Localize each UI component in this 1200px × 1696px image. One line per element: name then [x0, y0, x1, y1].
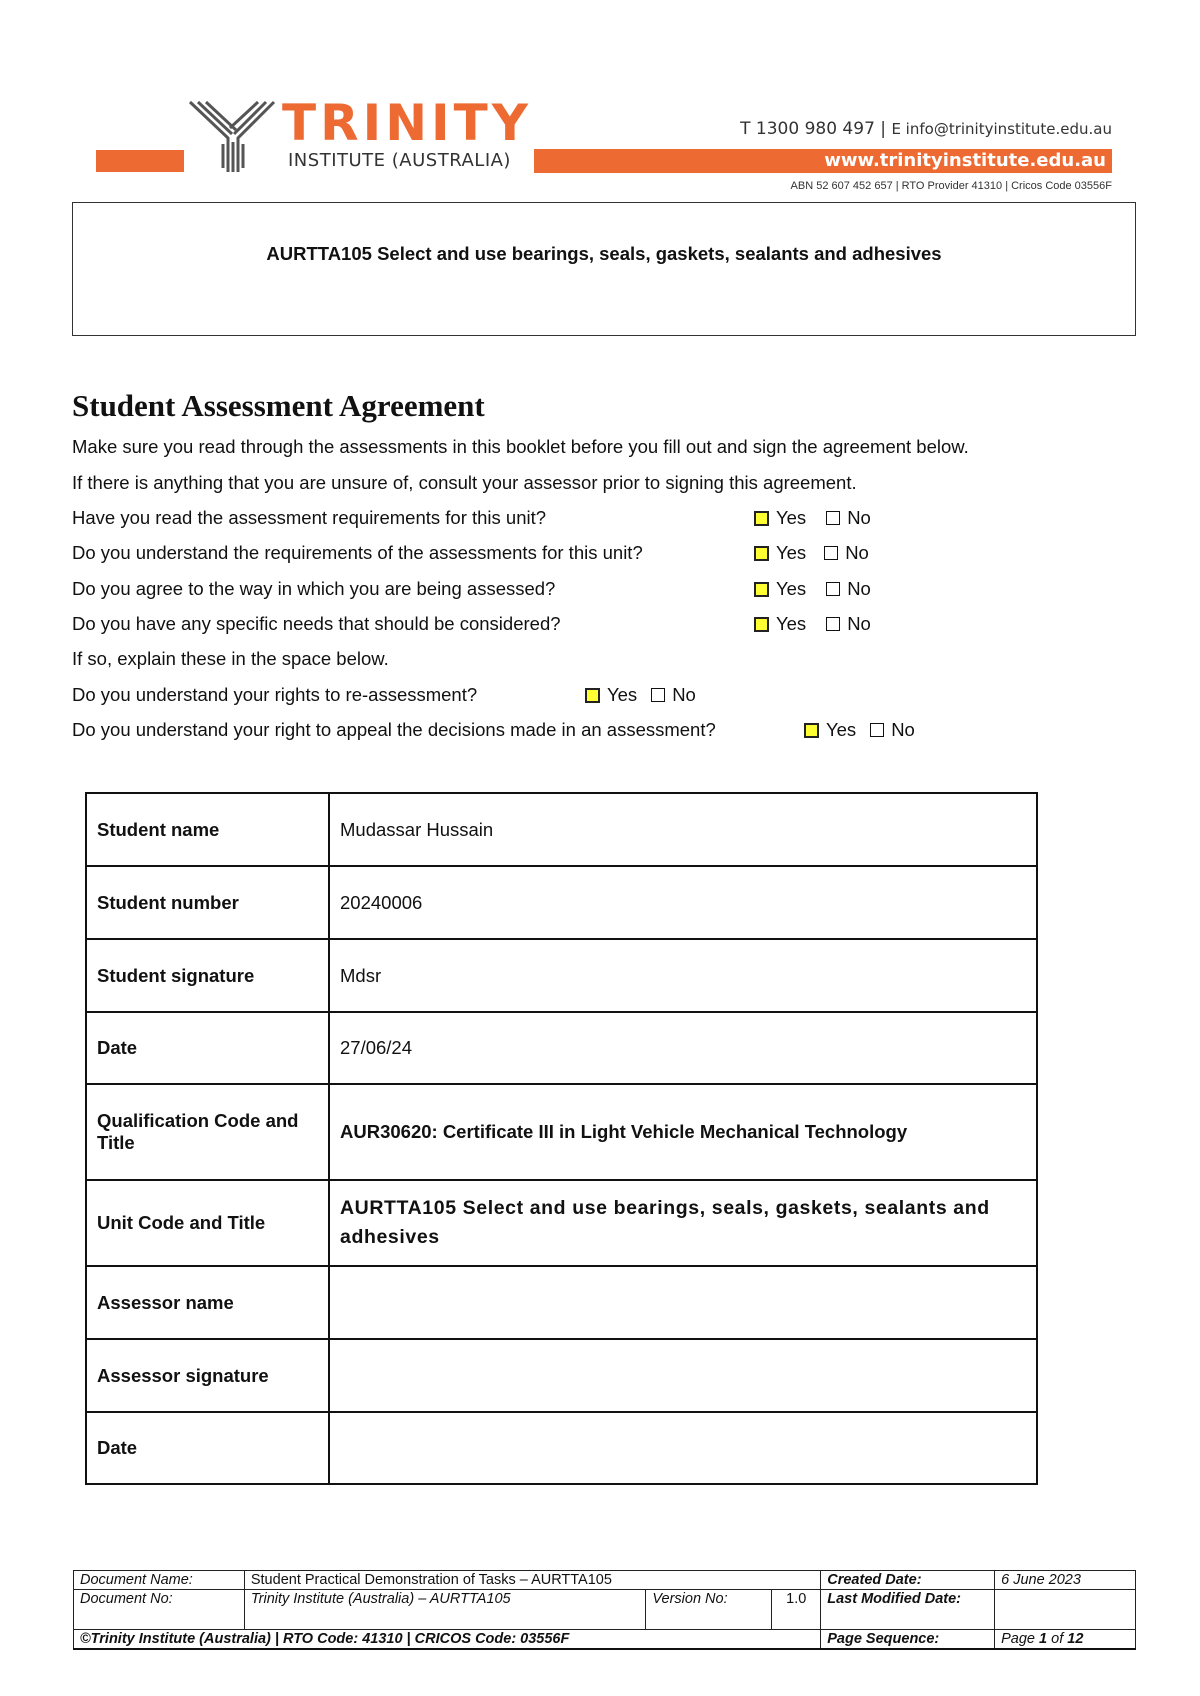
yes-checkbox[interactable] [585, 688, 600, 703]
table-row [86, 866, 1037, 939]
table-row [86, 793, 1037, 866]
website-link: www.trinityinstitute.edu.au [824, 150, 1106, 171]
assessor-name-value[interactable] [329, 1266, 1037, 1339]
contact-separator: | [880, 119, 887, 139]
page-word: Page [1001, 1631, 1035, 1648]
page-of: of [1051, 1631, 1064, 1648]
question-5: Do you understand your rights to re-assessment? [72, 684, 478, 705]
student-number-value[interactable]: 20240006 [329, 866, 1037, 939]
yes-label: Yes [776, 507, 807, 528]
doc-no-label: Document No: [74, 1590, 245, 1630]
table-row [86, 939, 1037, 1012]
question-2: Do you understand the requirements of the assessments for this unit? [72, 542, 643, 563]
yes-label: Yes [826, 719, 857, 740]
table-row [86, 1084, 1037, 1180]
no-checkbox[interactable] [826, 582, 840, 596]
assessor-date-value[interactable] [329, 1412, 1037, 1484]
question-5-options [585, 684, 696, 706]
question-4-options [754, 613, 871, 635]
doc-name-label: Document Name: [74, 1571, 245, 1590]
student-date-label: Date [86, 1012, 329, 1084]
qualification-label: Qualification Code and Title [86, 1084, 329, 1180]
student-number-label: Student number [86, 866, 329, 939]
yes-checkbox[interactable] [754, 546, 769, 561]
no-checkbox[interactable] [824, 546, 838, 560]
header-banner [96, 94, 1112, 202]
no-label: No [672, 684, 696, 705]
student-signature-value[interactable]: Mdsr [329, 939, 1037, 1012]
yes-checkbox[interactable] [754, 617, 769, 632]
table-row [86, 1339, 1037, 1412]
page-sequence-label: Page Sequence: [821, 1630, 995, 1650]
qualification-value: AUR30620: Certificate III in Light Vehicle Mechanical Technology [329, 1084, 1037, 1180]
yes-label: Yes [776, 613, 807, 634]
table-row [86, 1012, 1037, 1084]
yes-checkbox[interactable] [804, 723, 819, 738]
no-checkbox[interactable] [651, 688, 665, 702]
unit-title: AURTTA105 Select and use bearings, seals, gaskets, sealants and adhesives [266, 243, 942, 264]
student-name-value[interactable]: Mudassar Hussain [329, 793, 1037, 866]
brand-name: TRINITY [282, 94, 532, 152]
yes-label: Yes [607, 684, 638, 705]
no-label: No [847, 507, 871, 528]
question-3: Do you agree to the way in which you are being assessed? [72, 578, 556, 599]
question-6-options [804, 719, 915, 741]
question-4: Do you have any specific needs that should be considered? [72, 613, 561, 634]
page-current: 1 [1039, 1631, 1048, 1648]
agreement-heading: Student Assessment Agreement [72, 388, 485, 423]
question-3-options [754, 578, 871, 600]
student-name-label: Student name [86, 793, 329, 866]
table-row [86, 1180, 1037, 1266]
unit-code-label: Unit Code and Title [86, 1180, 329, 1266]
table-row [86, 1412, 1037, 1484]
yes-label: Yes [776, 542, 807, 563]
assessor-signature-value[interactable] [329, 1339, 1037, 1412]
no-label: No [891, 719, 915, 740]
brand-subtitle: INSTITUTE (AUSTRALIA) [288, 150, 511, 171]
version-value: 1.0 [772, 1590, 821, 1630]
last-modified-label: Last Modified Date: [821, 1590, 995, 1630]
assessor-date-label: Date [86, 1412, 329, 1484]
no-label: No [847, 578, 871, 599]
page-sequence-value [995, 1630, 1136, 1650]
no-checkbox[interactable] [870, 723, 884, 737]
unit-title-box [72, 202, 1136, 336]
explain-note: If so, explain these in the space below. [72, 648, 389, 669]
assessor-name-label: Assessor name [86, 1266, 329, 1339]
contact-info [740, 119, 1112, 139]
question-1-options [754, 507, 871, 529]
page-total: 12 [1067, 1631, 1084, 1648]
agreement-intro-1: Make sure you read through the assessments in this booklet before you fill out and sign the agreement below. [72, 436, 969, 457]
version-label: Version No: [646, 1590, 772, 1630]
no-label: No [845, 542, 869, 563]
doc-no-value: Trinity Institute (Australia) – AURTTA105 [244, 1590, 646, 1630]
no-checkbox[interactable] [826, 511, 840, 525]
no-label: No [847, 613, 871, 634]
created-date-label: Created Date: [821, 1571, 995, 1590]
yes-checkbox[interactable] [754, 511, 769, 526]
email-address: E info@trinityinstitute.edu.au [891, 120, 1112, 138]
document-footer [73, 1570, 1136, 1650]
student-date-value[interactable]: 27/06/24 [329, 1012, 1037, 1084]
yes-label: Yes [776, 578, 807, 599]
created-date-value: 6 June 2023 [995, 1571, 1136, 1590]
unit-code-value: AURTTA105 Select and use bearings, seals, gaskets, sealants and adhesives [329, 1180, 1037, 1266]
orange-bar-left [96, 150, 184, 172]
registration-info: ABN 52 607 452 657 | RTO Provider 41310 | Cricos Code 03556F [790, 180, 1112, 192]
no-checkbox[interactable] [826, 617, 840, 631]
trinity-logo-icon [188, 98, 278, 174]
question-6: Do you understand your right to appeal the decisions made in an assessment? [72, 719, 716, 740]
agreement-intro-2: If there is anything that you are unsure of, consult your assessor prior to signing this agreement. [72, 472, 857, 493]
phone-number: T 1300 980 497 [740, 119, 875, 139]
student-details-table [85, 792, 1038, 1485]
table-row [86, 1266, 1037, 1339]
assessor-signature-label: Assessor signature [86, 1339, 329, 1412]
doc-name-value: Student Practical Demonstration of Tasks – AURTTA105 [244, 1571, 820, 1590]
student-signature-label: Student signature [86, 939, 329, 1012]
question-2-options [754, 542, 869, 564]
question-1: Have you read the assessment requirements for this unit? [72, 507, 547, 528]
last-modified-value [995, 1590, 1136, 1630]
yes-checkbox[interactable] [754, 582, 769, 597]
copyright-notice: ©Trinity Institute (Australia) | RTO Code: 41310 | CRICOS Code: 03556F [74, 1630, 821, 1650]
